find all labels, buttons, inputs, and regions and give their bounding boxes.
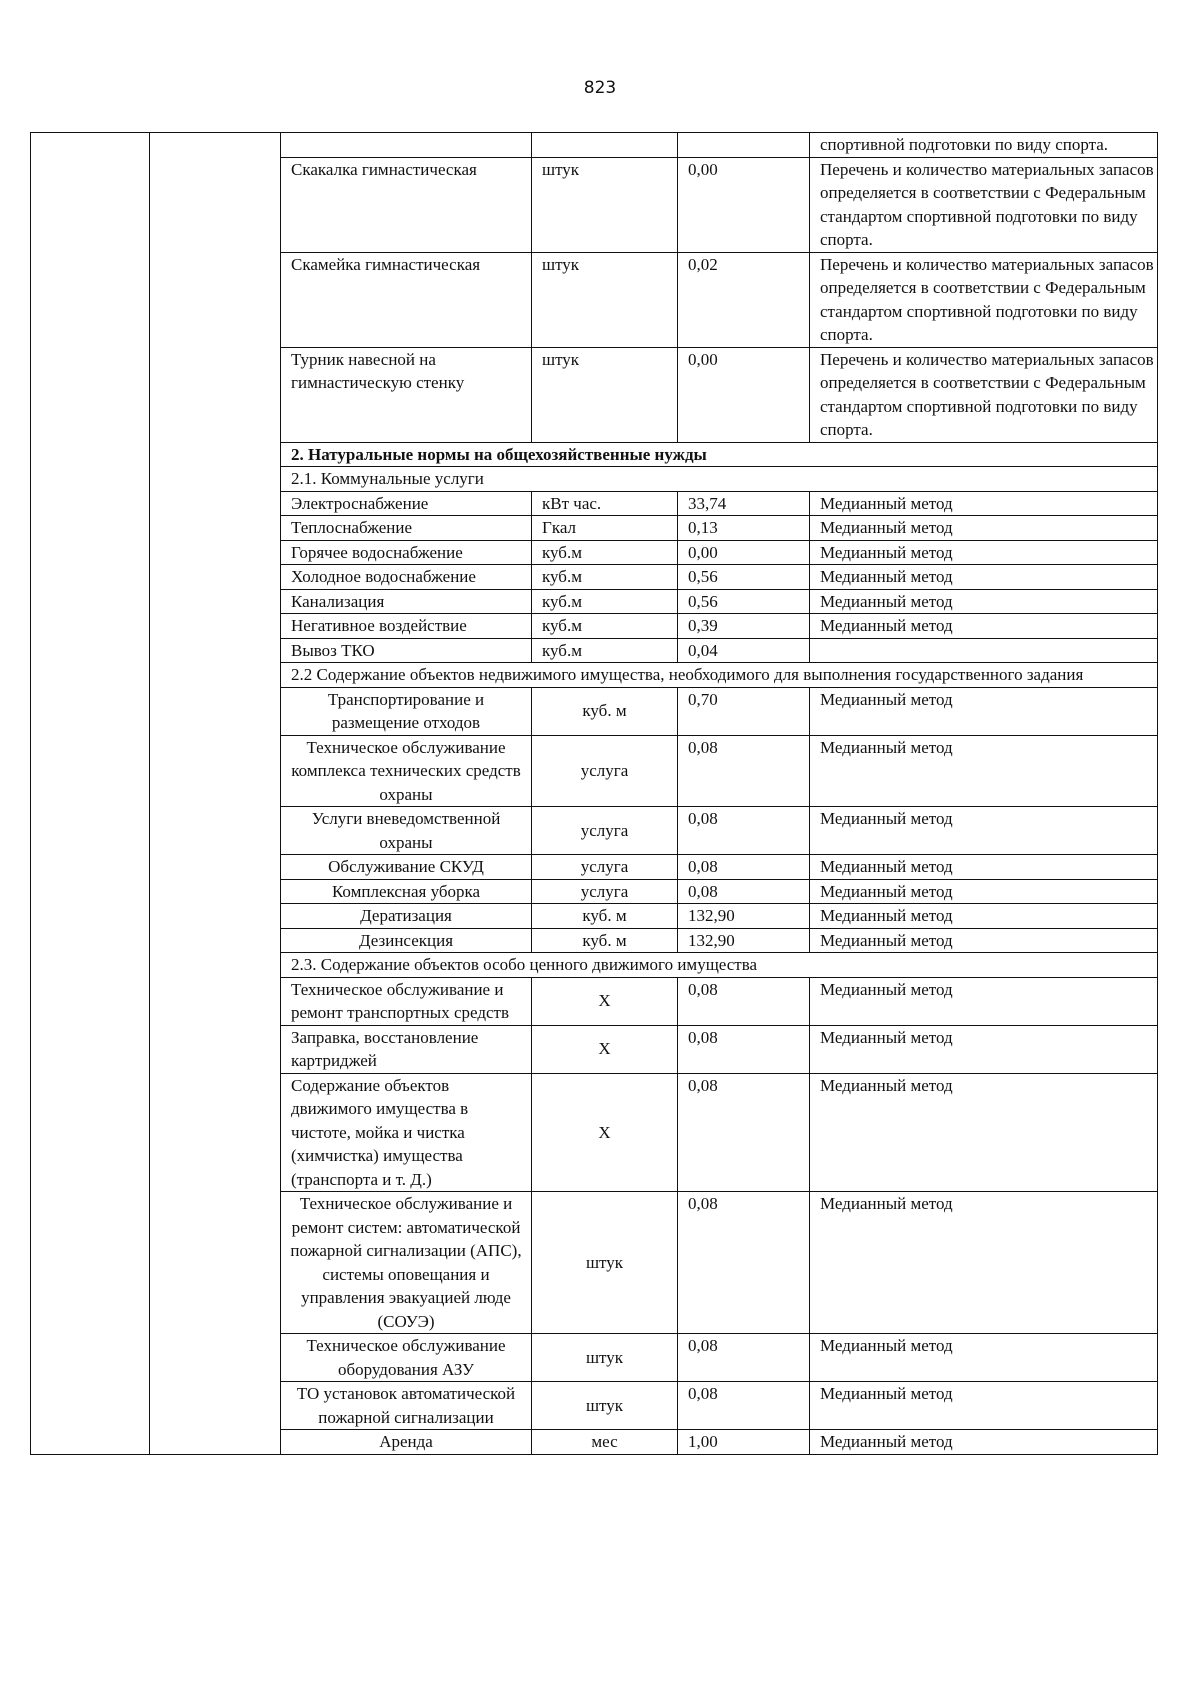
item-unit: куб.м [532, 614, 678, 639]
item-unit: Х [532, 1073, 678, 1192]
item-name: Услуги вневедомственной охраны [281, 807, 532, 855]
item-note: Медианный метод [810, 614, 1158, 639]
item-name: Техническое обслуживание и ремонт систем: автоматической пожарной сигнализации (АПС), системы оповещания и управления эвакуацией люде (СОУЭ) [281, 1192, 532, 1334]
item-name: Холодное водоснабжение [281, 565, 532, 590]
item-note: Медианный метод [810, 1073, 1158, 1192]
item-note: Медианный метод [810, 928, 1158, 953]
item-note: спортивной подготовки по виду спорта. [810, 133, 1158, 158]
norms-table [30, 132, 1158, 1455]
item-value: 0,08 [678, 735, 810, 807]
item-unit [532, 133, 678, 158]
item-note: Перечень и количество материальных запасов определяется в соответствии с Федеральным стандартом спортивной подготовки по виду спорта. [810, 347, 1158, 442]
item-unit: куб. м [532, 904, 678, 929]
item-note: Медианный метод [810, 977, 1158, 1025]
item-note: Медианный метод [810, 589, 1158, 614]
item-name: Техническое обслуживание и ремонт транспортных средств [281, 977, 532, 1025]
item-unit: куб. м [532, 928, 678, 953]
item-value: 0,08 [678, 1382, 810, 1430]
item-note: Медианный метод [810, 565, 1158, 590]
item-note: Медианный метод [810, 735, 1158, 807]
item-unit: штук [532, 157, 678, 252]
item-name: Транспортирование и размещение отходов [281, 687, 532, 735]
item-unit: Х [532, 1025, 678, 1073]
item-name: Скамейка гимнастическая [281, 252, 532, 347]
item-name: Вывоз ТКО [281, 638, 532, 663]
item-value: 0,08 [678, 1334, 810, 1382]
item-unit: Гкал [532, 516, 678, 541]
item-unit: куб.м [532, 638, 678, 663]
item-note: Медианный метод [810, 491, 1158, 516]
item-unit: куб. м [532, 687, 678, 735]
item-unit: штук [532, 1334, 678, 1382]
item-note: Медианный метод [810, 516, 1158, 541]
page-number: 823 [583, 78, 617, 98]
item-unit: услуга [532, 735, 678, 807]
blank-column-1 [31, 133, 150, 1455]
item-name: Содержание объектов движимого имущества в чистоте, мойка и чистка (химчистка) имущества (транспорта и т. Д.) [281, 1073, 532, 1192]
section-heading: 2.2 Содержание объектов недвижимого имущества, необходимого для выполнения государственного задания [281, 663, 1158, 688]
item-value: 0,08 [678, 1025, 810, 1073]
item-value: 0,08 [678, 1073, 810, 1192]
item-value: 0,00 [678, 347, 810, 442]
item-value: 132,90 [678, 904, 810, 929]
norms-table-body [31, 133, 1158, 1455]
item-value: 0,08 [678, 879, 810, 904]
item-name [281, 133, 532, 158]
item-name: Теплоснабжение [281, 516, 532, 541]
item-value: 1,00 [678, 1430, 810, 1455]
item-value: 0,56 [678, 565, 810, 590]
item-unit: куб.м [532, 540, 678, 565]
item-unit: услуга [532, 855, 678, 880]
item-name: Техническое обслуживание комплекса технических средств охраны [281, 735, 532, 807]
item-note: Медианный метод [810, 540, 1158, 565]
item-note: Медианный метод [810, 904, 1158, 929]
item-note: Медианный метод [810, 1334, 1158, 1382]
item-name: Турник навесной на гимнастическую стенку [281, 347, 532, 442]
item-value: 0,00 [678, 540, 810, 565]
item-name: Комплексная уборка [281, 879, 532, 904]
item-value [678, 133, 810, 158]
item-unit: штук [532, 1192, 678, 1334]
item-note: Перечень и количество материальных запасов определяется в соответствии с Федеральным стандартом спортивной подготовки по виду спорта. [810, 252, 1158, 347]
item-name: Аренда [281, 1430, 532, 1455]
item-value: 0,00 [678, 157, 810, 252]
item-unit: куб.м [532, 565, 678, 590]
section-heading: 2.3. Содержание объектов особо ценного движимого имущества [281, 953, 1158, 978]
item-name: Электроснабжение [281, 491, 532, 516]
item-note: Медианный метод [810, 1382, 1158, 1430]
item-note: Медианный метод [810, 1025, 1158, 1073]
item-note: Медианный метод [810, 879, 1158, 904]
item-value: 33,74 [678, 491, 810, 516]
item-value: 0,08 [678, 1192, 810, 1334]
item-note [810, 638, 1158, 663]
item-name: Горячее водоснабжение [281, 540, 532, 565]
item-name: Обслуживание СКУД [281, 855, 532, 880]
item-value: 0,08 [678, 807, 810, 855]
item-name: Скакалка гимнастическая [281, 157, 532, 252]
blank-column-2 [150, 133, 281, 1455]
item-value: 0,13 [678, 516, 810, 541]
item-name: Канализация [281, 589, 532, 614]
item-value: 0,04 [678, 638, 810, 663]
item-value: 0,70 [678, 687, 810, 735]
section-heading: 2. Натуральные нормы на общехозяйственные нужды [281, 442, 1158, 467]
item-unit: штук [532, 252, 678, 347]
item-name: Техническое обслуживание оборудования АЗУ [281, 1334, 532, 1382]
item-value: 0,39 [678, 614, 810, 639]
item-name: Дератизация [281, 904, 532, 929]
item-value: 0,08 [678, 855, 810, 880]
item-value: 0,56 [678, 589, 810, 614]
table-row [31, 133, 1158, 158]
item-note: Медианный метод [810, 855, 1158, 880]
item-note: Медианный метод [810, 1430, 1158, 1455]
item-value: 0,02 [678, 252, 810, 347]
item-unit: куб.м [532, 589, 678, 614]
item-note: Медианный метод [810, 687, 1158, 735]
item-note: Медианный метод [810, 1192, 1158, 1334]
item-unit: мес [532, 1430, 678, 1455]
item-name: Заправка, восстановление картриджей [281, 1025, 532, 1073]
item-note: Перечень и количество материальных запасов определяется в соответствии с Федеральным стандартом спортивной подготовки по виду спорта. [810, 157, 1158, 252]
item-value: 132,90 [678, 928, 810, 953]
section-heading: 2.1. Коммунальные услуги [281, 467, 1158, 492]
item-value: 0,08 [678, 977, 810, 1025]
item-unit: Х [532, 977, 678, 1025]
item-unit: кВт час. [532, 491, 678, 516]
item-unit: услуга [532, 879, 678, 904]
item-name: Дезинсекция [281, 928, 532, 953]
item-name: ТО установок автоматической пожарной сигнализации [281, 1382, 532, 1430]
item-note: Медианный метод [810, 807, 1158, 855]
item-unit: штук [532, 1382, 678, 1430]
item-unit: штук [532, 347, 678, 442]
item-name: Негативное воздействие [281, 614, 532, 639]
item-unit: услуга [532, 807, 678, 855]
